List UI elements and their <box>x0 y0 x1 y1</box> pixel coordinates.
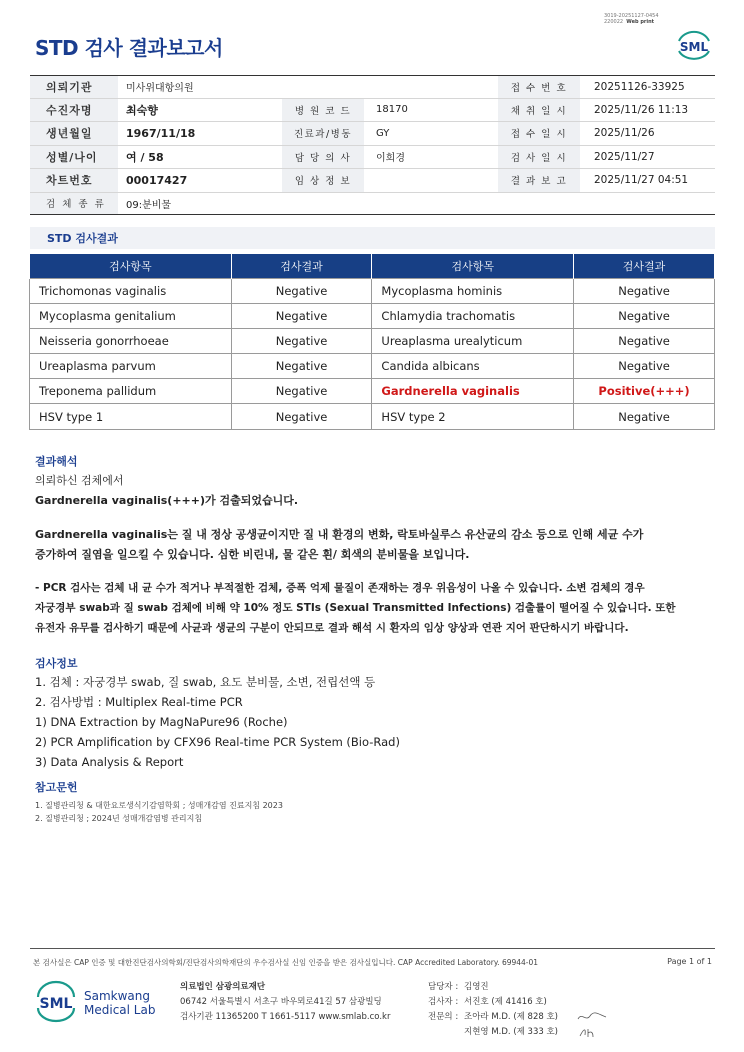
results-section-title: STD 검사결과 <box>30 227 715 249</box>
interpretation-para1 <box>35 471 695 511</box>
test-result: Negative <box>231 303 372 328</box>
test-item: Trichomonas vaginalis <box>30 278 232 303</box>
test-date-label: 검 사 일 시 <box>498 146 580 169</box>
test-result-positive: Positive(+++) <box>574 379 715 404</box>
brand-name <box>84 989 155 1017</box>
patient-info-table <box>30 75 715 215</box>
interpretation-line: 자궁경부 swab과 질 swab 검체에 비해 약 10% 정도 STIs (Sexual Transmitted Infections) 검출률이 떨어질 수 있습니다. 또한 <box>35 602 676 614</box>
interpretation-para3 <box>35 578 695 638</box>
clinical-info-value <box>364 169 498 192</box>
staff-row <box>428 995 558 1010</box>
brand-line: Samkwang <box>84 989 150 1003</box>
staff-role: 전문의 : <box>428 1012 459 1022</box>
list-item: 1. 검체 : 자궁경부 swab, 질 swab, 요도 분비물, 소변, 전립선액 등 <box>35 675 376 689</box>
chart-no-label: 차트번호 <box>30 169 118 192</box>
test-result: Negative <box>231 328 372 353</box>
info-row <box>30 193 715 215</box>
staff-role <box>428 1025 464 1040</box>
staff-name: 지현영 M.D. (제 333 호) <box>464 1027 559 1037</box>
sex-age-label: 성별/나이 <box>30 146 118 169</box>
staff-name: 김영진 <box>464 982 489 992</box>
specimen-value: 09:분비물 <box>126 199 172 211</box>
test-result: Negative <box>231 404 372 429</box>
collect-date-value: 2025/11/26 11:13 <box>594 103 689 116</box>
collect-date-label: 채 취 일 시 <box>498 99 580 122</box>
doctor-value: 이희경 <box>376 153 405 165</box>
chart-no-value: 00017427 <box>126 173 188 187</box>
dept-label: 진료과/병동 <box>282 122 364 145</box>
org-address: 06742 서울특별시 서초구 바우뫼로41길 57 삼광빌딩 <box>180 997 382 1007</box>
info-row <box>30 146 715 170</box>
test-info-title: 검사정보 <box>35 657 78 670</box>
list-item: 1. 질병관리청 & 대한요로생식기감염학회 ; 성매개감염 진료지침 2023 <box>35 801 283 810</box>
test-item-positive: Gardnerella vaginalis <box>372 379 574 404</box>
list-item: 1) DNA Extraction by MagNaPure96 (Roche) <box>35 715 288 729</box>
interpretation-title: 결과해석 <box>35 455 78 468</box>
doctor-label: 담 당 의 사 <box>282 146 364 169</box>
results-table <box>29 254 715 430</box>
table-row <box>30 328 715 353</box>
sml-logo-text: SML <box>39 996 73 1012</box>
name-value: 최숙향 <box>126 103 158 117</box>
test-item: Neisseria gonorrhoeae <box>30 328 232 353</box>
interpretation-line: - PCR 검사는 검체 내 균 수가 적거나 부적절한 검체, 증폭 억제 물질이 존재하는 경우 위음성이 나올 수 있습니다. 소변 검체의 경우 <box>35 582 645 594</box>
info-row <box>30 75 715 99</box>
interpretation-line: 의뢰하신 검체에서 <box>35 474 124 487</box>
org-name: 의료법인 삼광의료재단 <box>180 982 266 992</box>
test-result: Negative <box>574 404 715 429</box>
staff-role: 검사자 : <box>428 997 459 1007</box>
test-result: Negative <box>231 354 372 379</box>
document-code-id: 220022 <box>604 19 624 25</box>
table-row <box>30 303 715 328</box>
info-row <box>30 122 715 146</box>
test-item: Chlamydia trachomatis <box>372 303 574 328</box>
staff-list <box>428 980 558 1040</box>
test-result: Negative <box>574 303 715 328</box>
sml-logo-text: SML <box>679 40 709 54</box>
list-item: 2. 질병관리청 ; 2024년 성매개감염병 관리지침 <box>35 814 203 823</box>
table-row <box>30 379 715 404</box>
table-row <box>30 354 715 379</box>
test-result: Negative <box>574 328 715 353</box>
request-org-label: 의뢰기관 <box>30 76 118 98</box>
table-row <box>30 278 715 303</box>
interpretation-line: 증가하여 질염을 일으킬 수 있습니다. 심한 비린내, 물 같은 흰/ 회색의 분비물을 보입니다. <box>35 548 470 561</box>
list-item: 2. 검사방법 : Multiplex Real-time PCR <box>35 695 243 709</box>
test-result: Negative <box>231 379 372 404</box>
staff-name: 서진호 (제 41416 호) <box>464 997 547 1007</box>
report-date-value: 2025/11/27 04:51 <box>594 174 689 187</box>
references-list <box>35 799 695 825</box>
test-result: Negative <box>231 278 372 303</box>
table-row <box>30 404 715 429</box>
results-header-row <box>30 254 715 278</box>
header-test-result: 검사결과 <box>574 254 715 278</box>
document-code-line1: 3019-20251127-0454 <box>604 13 659 19</box>
hospital-code-value: 18170 <box>376 104 408 116</box>
footer-divider <box>30 948 715 949</box>
header-test-item: 검사항목 <box>30 254 232 278</box>
list-item: 3) Data Analysis & Report <box>35 755 184 769</box>
staff-role: 담당자 : <box>428 982 459 992</box>
test-date-value: 2025/11/27 <box>594 150 655 163</box>
brand-line: Medical Lab <box>84 1003 156 1017</box>
interpretation-line: 유전자 유무를 검사하기 때문에 사균과 생균의 구분이 안되므로 결과 해석 시 환자의 임상 양상과 연관 지어 판단하시기 바랍니다. <box>35 622 629 634</box>
test-item: Candida albicans <box>372 354 574 379</box>
web-print-tag: Web print <box>626 19 655 25</box>
test-item: Ureaplasma urealyticum <box>372 328 574 353</box>
receipt-date-value: 2025/11/26 <box>594 127 655 140</box>
staff-row <box>428 1025 558 1040</box>
staff-row <box>428 980 558 995</box>
page-title: STD 검사 결과보고서 <box>35 36 223 60</box>
sml-logo-icon <box>675 27 713 63</box>
sml-logo-icon <box>34 980 78 1024</box>
org-info <box>180 980 390 1025</box>
test-result: Negative <box>574 354 715 379</box>
signature-icon <box>576 1025 608 1039</box>
clinical-info-label: 임 상 정 보 <box>282 169 364 192</box>
hospital-code-label: 병 원 코 드 <box>282 99 364 122</box>
interpretation-para2 <box>35 525 695 565</box>
report-date-label: 결 과 보 고 <box>498 169 580 192</box>
info-row <box>30 99 715 123</box>
test-info-list <box>35 672 695 772</box>
sex-age-value: 여 / 58 <box>126 150 164 164</box>
staff-name: 조아라 M.D. (제 828 호) <box>464 1012 559 1022</box>
test-item: Treponema pallidum <box>30 379 232 404</box>
test-item: Mycoplasma genitalium <box>30 303 232 328</box>
receipt-date-label: 접 수 일 시 <box>498 122 580 145</box>
birth-label: 생년월일 <box>30 122 118 145</box>
header-test-result: 검사결과 <box>231 254 372 278</box>
staff-row <box>428 1010 558 1025</box>
interpretation-line: Gardnerella vaginalis는 질 내 정상 공생균이지만 질 내 환경의 변화, 락토바실루스 유산균의 감소 등으로 인해 세균 수가 <box>35 528 644 541</box>
references-title: 참고문헌 <box>35 781 78 794</box>
request-org-value: 미사위대항의원 <box>126 83 194 95</box>
list-item: 2) PCR Amplification by CFX96 Real-time PCR System (Bio-Rad) <box>35 735 400 749</box>
name-label: 수진자명 <box>30 99 118 122</box>
test-item: Mycoplasma hominis <box>372 278 574 303</box>
info-row <box>30 169 715 193</box>
interpretation-line: Gardnerella vaginalis(+++)가 검출되었습니다. <box>35 494 299 507</box>
test-result: Negative <box>574 278 715 303</box>
birth-value: 1967/11/18 <box>126 126 196 140</box>
document-code <box>604 13 659 25</box>
test-item: Ureaplasma parvum <box>30 354 232 379</box>
test-item: HSV type 1 <box>30 404 232 429</box>
page-number: Page 1 of 1 <box>667 957 712 966</box>
receipt-no-value: 20251126-33925 <box>594 80 685 93</box>
header-test-item: 검사항목 <box>372 254 574 278</box>
signature-icon <box>576 1010 608 1024</box>
org-contact: 검사기관 11365200 T 1661-5117 www.smlab.co.kr <box>180 1012 391 1022</box>
receipt-no-label: 접 수 번 호 <box>498 76 580 98</box>
dept-value: GY <box>376 127 390 139</box>
test-item: HSV type 2 <box>372 404 574 429</box>
footer-note: 본 검사실은 CAP 인증 및 대한진단검사의학회/진단검사의학재단의 우수검사실 신임 인증을 받은 검사실입니다. CAP Accredited Laboratory. 69944-01 <box>33 958 539 967</box>
specimen-label: 검 체 종 류 <box>30 193 118 214</box>
